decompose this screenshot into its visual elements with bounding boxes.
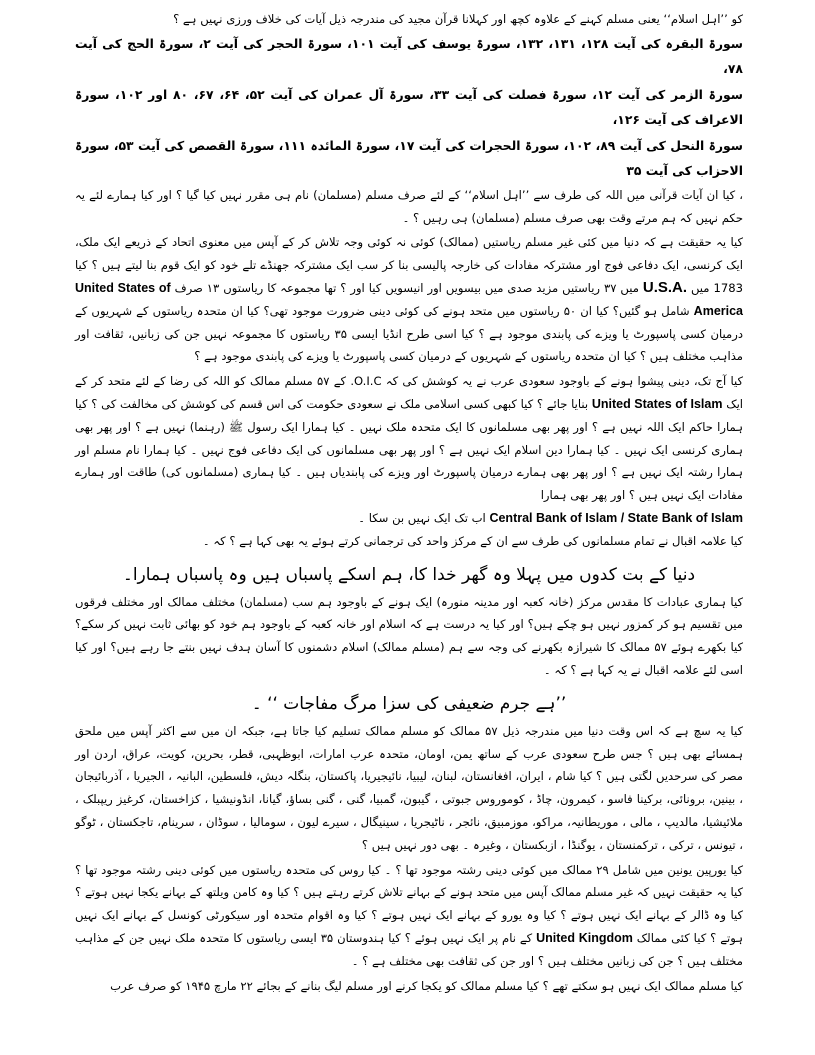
central-bank-note: اب تک ایک نہیں بن سکا ۔ [358,510,486,525]
uk-paragraph [75,859,743,973]
poetry-heading-2: ’’ہے جرم ضعیفی کی سزا مرگ مفاجات ‘‘ ۔ [251,693,567,714]
verse-references-1: سورۃ البقرہ کی آیت ۱۲۸، ۱۳۱، ۱۳۲، سورۃ یوسف کی آیت ۱۰۱، سورۃ الحجر کی آیت ۲، سورۃ الحج کی آیت ۷۸، [75,35,743,77]
usa-paragraph-end: شامل ہو گئیں؟ کیا ان ۵۰ ریاستوں میں متحد ہونے کی کوئی دینی ضرورت موجود تھی؟ کیا ان متحدہ ریاستوں کے شہریوں کے درمیان کسی پاسپورٹ یا ویزے کی پابندی موجود ہے ؟ کیا اسی طرح انڈیا ایسی ۳۵ ریاستوں کا مجموعہ نہیں جن کی زبانیں، ثقافت اور مذاہب مختلف ہیں ؟ کیا ان متحدہ ریاستوں کے شہریوں کے درمیان کسی پاسپورٹ یا ویزے کی پابندی موجود ہے ؟ [75,303,743,364]
usi-paragraph-body: بنایا جائے ؟ کیا کبھی کسی اسلامی ملک نے سعودی حکومت کی اس قسم کی کوشش کی مخالفت کی ؟ کیا ہمارا حاکم ایک اللہ نہیں ہے ؟ اور پھر بھی مسلمانوں کا ایک متحدہ ملک نہیں ۔ کیا ہمارا ایک رسول ﷺ (رہنما) نہیں ہے ؟ اور پھر بھی ہماری کرنسی ایک نہیں ۔ کیا ہمارا دین اسلام ایک نہیں ہے ؟ اور پھر بھی مسلمانوں کی ایک دفاعی فوج نہیں ۔ کیا ہمارا نام مسلم اور ہمارا رشتہ ایک نہیں ہے ؟ اور پھر بھی ہمارے درمیان پاسپورٹ اور ویزے کی پابندیاں ہیں ۔ کیا ہماری (مسلمانوں کی) طاقت اور ہمارے مفادات ایک نہیں ہیں ؟ اور پھر بھی ہمارا [75,396,743,503]
intro-line: کو ’’اہل اسلام‘‘ یعنی مسلم کہنے کے علاوہ کچھ اور کہلانا قرآن مجید کی مندرجہ ذیل آیات کی خلاف ورزی نہیں ہے ؟ [173,12,743,26]
usi-paragraph-intro: کیا آج تک، دینی پیشوا ہونے کے باوجود سعودی عرب نے یہ کوشش کی کہ O.I.C. کے ۵۷ مسلم ممالک کو اللہ کی رضا کے لئے متحد کر کے ایک [75,374,744,411]
last-line: کیا مسلم ممالک ایک نہیں ہو سکتے تھے ؟ کیا مسلم ممالک کو یکجا کرنے اور مسلم لیگ بنانے کے بجائے ۲۲ مارچ ۱۹۴۵ کو صرف عرب [110,978,743,993]
urdu-text-body [75,8,743,997]
usa-abbreviation: U.S.A. [642,278,688,296]
central-bank-line [75,507,743,530]
usi-paragraph [75,370,743,507]
uk-paragraph-end: کے نام پر ایک نہیں ہوئے ؟ کیا ہندوستان ۳۵ ایسی ریاستوں کا متحدہ ملک نہیں جن کے مذاہب مختلف ہیں ؟ جن کی زبانیں مختلف ہیں ؟ اور جن کی ثقافت بھی مختلف ہے ؟ ۔ [75,930,743,968]
muslim-name-question: ، کیا ان آیات قرآنی میں اللہ کی طرف سے ’’اہل اسلام‘‘ کے لئے صرف مسلم (مسلمان) نام ہی مقرر نہیں کیا گیا ؟ اور کیا ہمارے لئے یہ حکم نہیں کہ ہم مرتے وقت بھی صرف مسلم (مسلمان) ہی رہیں ؟ ۔ [75,187,743,225]
verse-references-3: سورۃ النحل کی آیت ۸۹، ۱۰۲، سورۃ الحجرات کی آیت ۱۷، سورۃ المائدہ ۱۱۱، سورۃ القصص کی آیت ۵۳، سورۃ الاحزاب کی آیت ۳۵ [75,137,743,179]
usa-paragraph-intro: کیا یہ حقیقت ہے کہ دنیا میں کئی غیر مسلم ریاستیں (ممالک) کوئی نہ کوئی وجہ تلاش کر کے آپس میں معنوی اتحاد کے ذریعے ایک ملک، ایک کرنسی، ایک دفاعی فوج اور مشترکہ مفادات کی خارجہ پالیسی بنا کر سب ایک مشترکہ جھنڈے تلے خود کو ایک قوم بنا لیتے ہیں ؟ کیا 1783 میں [75,235,743,295]
countries-paragraph: کیا یہ سچ ہے کہ اس وقت دنیا میں مندرجہ ذیل ۵۷ ممالک کو مسلم ممالک تسلیم کیا جاتا ہے، جبکہ ان میں سے اکثر آپس میں ملحق ہمسائے بھی ہیں ؟ جس طرح سعودی عرب کے ساتھ یمن، اومان، متحدہ عرب امارات، ابوظہبی، قطر، بحرین، کویت، عراق، اردن اور مصر کی سرحدیں لگتی ہیں ؟ کیا شام ، ایران، افغانستان، لبنان، لیبیا، نائیجیریا، پاکستان، بنگلہ دیش، فلسطین، البانیہ ، الجیریا ، آذربائیجان ، بینین، برونائی، برکینا فاسو ، کیمرون، چاڈ ، کوموروس جبوتی ، گیبون، گمبیا، گنی ، گنی بساؤ، گیانا، انڈونیشیا ، کزاخستان، کرغیز ریپبلک ، ملائیشیا، مالدیپ ، مالی ، موریطانیہ، مراکو، موزمبیق، نائجر ، ناٹیجریا ، سینیگال ، سیرے لیون ، سومالیا ، سوڈان ، سرینام، تاجکستان ، ٹوگو ، تیونس ، ترکی ، ترکمنستان ، یوگنڈا ، ازبکستان ، وغیرہ ۔ بھی دور نہیں ہیں ؟ [75,723,743,852]
usa-paragraph [75,231,743,368]
uk-paragraph-intro: کیا یورپین یونین میں شامل ۲۹ ممالک میں کوئی دینی رشتہ موجود تھا ؟ ۔ کیا روس کی متحدہ ریاستوں میں کوئی دینی رشتہ موجود تھا ؟ کیا یہ حقیقت نہیں کہ غیر مسلم ممالک آپس میں متحد ہونے کے بہانے تلاش کرتے رہتے ہیں ؟ کیا وہ کامن ویلتھ کے بہانے یکجا نہیں ہوتے ؟ کیا وہ ڈالر کے بہانے ایک نہیں ہوتے ؟ کیا وہ یورو کے بہانے ایک نہیں ہوتے ؟ کیا وہ اقوام متحدہ اور سیکورٹی کونسل کے بہانے ایک نہیں ہوتے ؟ کیا کئی ممالک [75,862,744,945]
markaz-paragraph: کیا ہماری عبادات کا مقدس مرکز (خانہ کعبہ اور مدینہ منورہ) ایک ہونے کے باوجود ہم سب (مسلمان) مختلف ممالک اور مختلف فرقوں میں تقسیم ہو کر کمزور نہیں ہو چکے ہیں؟ اور کیا یہ درست ہے کہ اسلام اور خانہ کعبہ کے باوجود ہم خود کو بھائی ثابت نہیں کر سکے؟ کیا بکھرے ہوئے ۵۷ ممالک کا شیرازہ بکھرنے کی وجہ سے ہم (مسلم ممالک) اسلام دشمنوں کا آسان ہدف نہیں بنتے جا رہے ہیں؟ اور کیا اسی لئے علامہ اقبال نے یہ کہا ہے ؟ کہ ۔ [75,594,743,677]
verse-references-2: سورۃ الزمر کی آیت ۱۲، سورۃ فصلت کی آیت ۳۳، سورۃ آل عمران کی آیت ۵۲، ۶۴، ۶۷، ۸۰ اور ۱۰۲، سورۃ الاعراف کی آیت ۱۲۶، [75,86,743,128]
usa-full-name: United States of America [75,280,744,318]
usa-paragraph-mid: میں ۳۷ ریاستیں مزید صدی میں بیسویں اور انیسویں کیا اور ؟ تھا مجموعہ کا ریاستوں ۱۳ صرف [174,280,639,295]
usi-name: United States of Islam [591,396,723,411]
uk-name: United Kingdom [536,930,633,945]
poetry-heading-1: دنیا کے بت کدوں میں پہلا وہ گھر خدا کا، ہم اسکے پاسباں ہیں وہ پاسباں ہمارا۔ [122,564,696,585]
central-bank-name: Central Bank of Islam / State Bank of Islam [489,510,743,525]
iqbal-question: کیا علامہ اقبال نے تمام مسلمانوں کی طرف سے ان کے مرکز واحد کی ترجمانی کرتے ہوئے یہ بھی کہا ہے ؟ کہ ۔ [202,533,743,548]
